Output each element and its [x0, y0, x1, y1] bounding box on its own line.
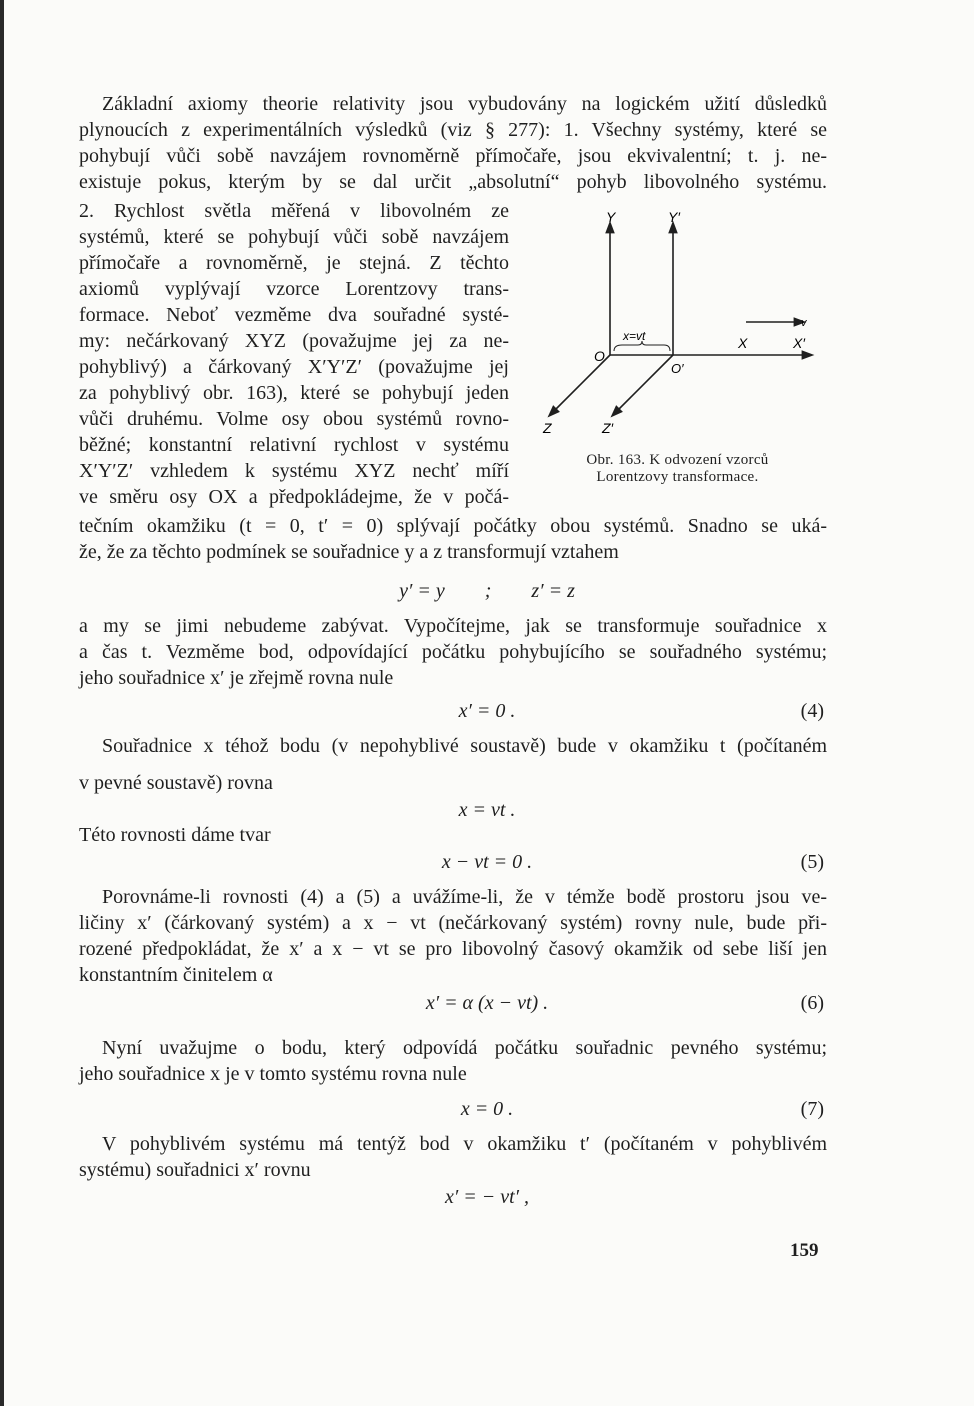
text-line: za pohyblivý obr. 163), které se pohybují jeden	[79, 382, 509, 404]
text-line: plynoucích z experimentálních výsledků (viz § 277): 1. Všechny systémy, které se	[79, 119, 827, 141]
equation-4: x′ = 0 .	[458, 700, 516, 722]
label-Y-prime: Y′	[668, 209, 680, 225]
text-line: X′Y′Z′ vzhledem k systému XYZ nechť míří	[79, 460, 509, 482]
text-line: tečním okamžiku (t = 0, t′ = 0) splývají počátky obou systémů. Snadno se uká-	[79, 515, 827, 537]
text-line: systému) souřadnici x′ rovnu	[79, 1159, 311, 1181]
equation-7: x = 0 .	[460, 1098, 514, 1120]
text-line: že, že za těchto podmínek se souřadnice y a z transformují vztahem	[79, 541, 619, 563]
text-line: v pevné soustavě) rovna	[79, 772, 273, 794]
equation-number-7: (7)	[800, 1098, 824, 1120]
figure-caption: Obr. 163. K odvození vzorců	[586, 452, 769, 468]
text-line: pohybují vůči sobě navzájem rovnoměrně přímočaře, jsou ekvivalentní; t. j. ne-	[79, 145, 827, 167]
label-Y: Y	[606, 209, 616, 225]
text-line: konstantním činitelem α	[79, 964, 273, 986]
page-number: 159	[790, 1240, 819, 1261]
text-line: my: nečárkovaný XYZ (považujme jej za ne-	[79, 330, 509, 352]
text-line: axiomů vyplývají vzorce Lorentzovy trans-	[79, 278, 509, 300]
text-line: a my se jimi nebudeme zabývat. Vypočítejme, jak se transformuje souřadnice x	[79, 615, 827, 637]
equation-yz: y′ = y ; z′ = z	[399, 580, 575, 602]
equation-number-4: (4)	[800, 700, 824, 722]
text-line: jeho souřadnice x je v tomto systému rovna nule	[79, 1063, 467, 1085]
equation-number-6: (6)	[800, 992, 824, 1014]
text-line: Této rovnosti dáme tvar	[79, 824, 271, 846]
text-line: pohyblivý) a čárkovaný X′Y′Z′ (považujme jej	[79, 356, 509, 378]
equation-5: x − vt = 0 .	[441, 851, 533, 873]
label-v: v	[801, 317, 807, 329]
text-line: rozené předpokládat, že x′ a x − vt se pro libovolný časový okamžik od sebe liší jen	[79, 938, 827, 960]
label-xvt: x=vt	[623, 329, 646, 343]
text-line: Souřadnice x téhož bodu (v nepohyblivé soustavě) bude v okamžiku t (počítaném	[102, 735, 827, 757]
figure-caption: Lorentzovy transformace.	[596, 469, 759, 485]
equation-6: x′ = α (x − vt) .	[425, 992, 549, 1014]
z-prime-axis	[615, 355, 673, 413]
label-O-prime: O′	[671, 361, 684, 376]
text-line: Nyní uvažujme o bodu, který odpovídá počátku souřadnic pevného systému;	[102, 1037, 827, 1059]
equation-x-vt: x = vt .	[458, 799, 516, 821]
text-line: 2. Rychlost světla měřená v libovolném ze	[79, 200, 509, 222]
text-line: a čas t. Vezměme bod, odpovídající počátku pohybujícího se souřadného systému;	[79, 641, 827, 663]
text-line: jeho souřadnice x′ je zřejmě rovna nule	[79, 667, 394, 689]
text-line: existuje pokus, kterým by se dal určit „absolutní“ pohyb libovolného systému.	[79, 171, 827, 193]
label-X: X	[738, 335, 748, 351]
text-line: formace. Neboť vezměme dva souřadné systé-	[79, 304, 509, 326]
equation-8: x′ = − vt′ ,	[444, 1186, 530, 1208]
text-line: přímočaře a rovnoměrně, je stejná. Z těchto	[79, 252, 509, 274]
text-line: běžné; konstantní relativní rychlost v systému	[79, 434, 509, 456]
label-Z: Z	[543, 420, 552, 436]
label-O: O	[594, 348, 605, 364]
text-line: Základní axiomy theorie relativity jsou vybudovány na logickém užití důsledků	[102, 93, 827, 115]
text-line: vůči druhému. Volme osy obou systémů rovno-	[79, 408, 509, 430]
label-Z-prime: Z′	[602, 420, 614, 436]
text-line: ličiny x′ (čárkovaný systém) a x − vt (nečárkovaný systém) rovny nule, bude při-	[79, 912, 827, 934]
text-line: ve směru osy OX a předpokládejme, že v počá-	[79, 486, 509, 508]
text-line: Porovnáme-li rovnosti (4) a (5) a uvážíme-li, že v témže bodě prostoru jsou ve-	[102, 886, 827, 908]
equation-number-5: (5)	[800, 851, 824, 873]
text-line: V pohyblivém systému má tentýž bod v okamžiku t′ (počítaném v pohyblivém	[102, 1133, 827, 1155]
figure-163-axes-diagram	[530, 205, 830, 440]
text-line: systémů, které se pohybují vůči sobě navzájem	[79, 226, 509, 248]
label-X-prime: X′	[793, 335, 805, 351]
